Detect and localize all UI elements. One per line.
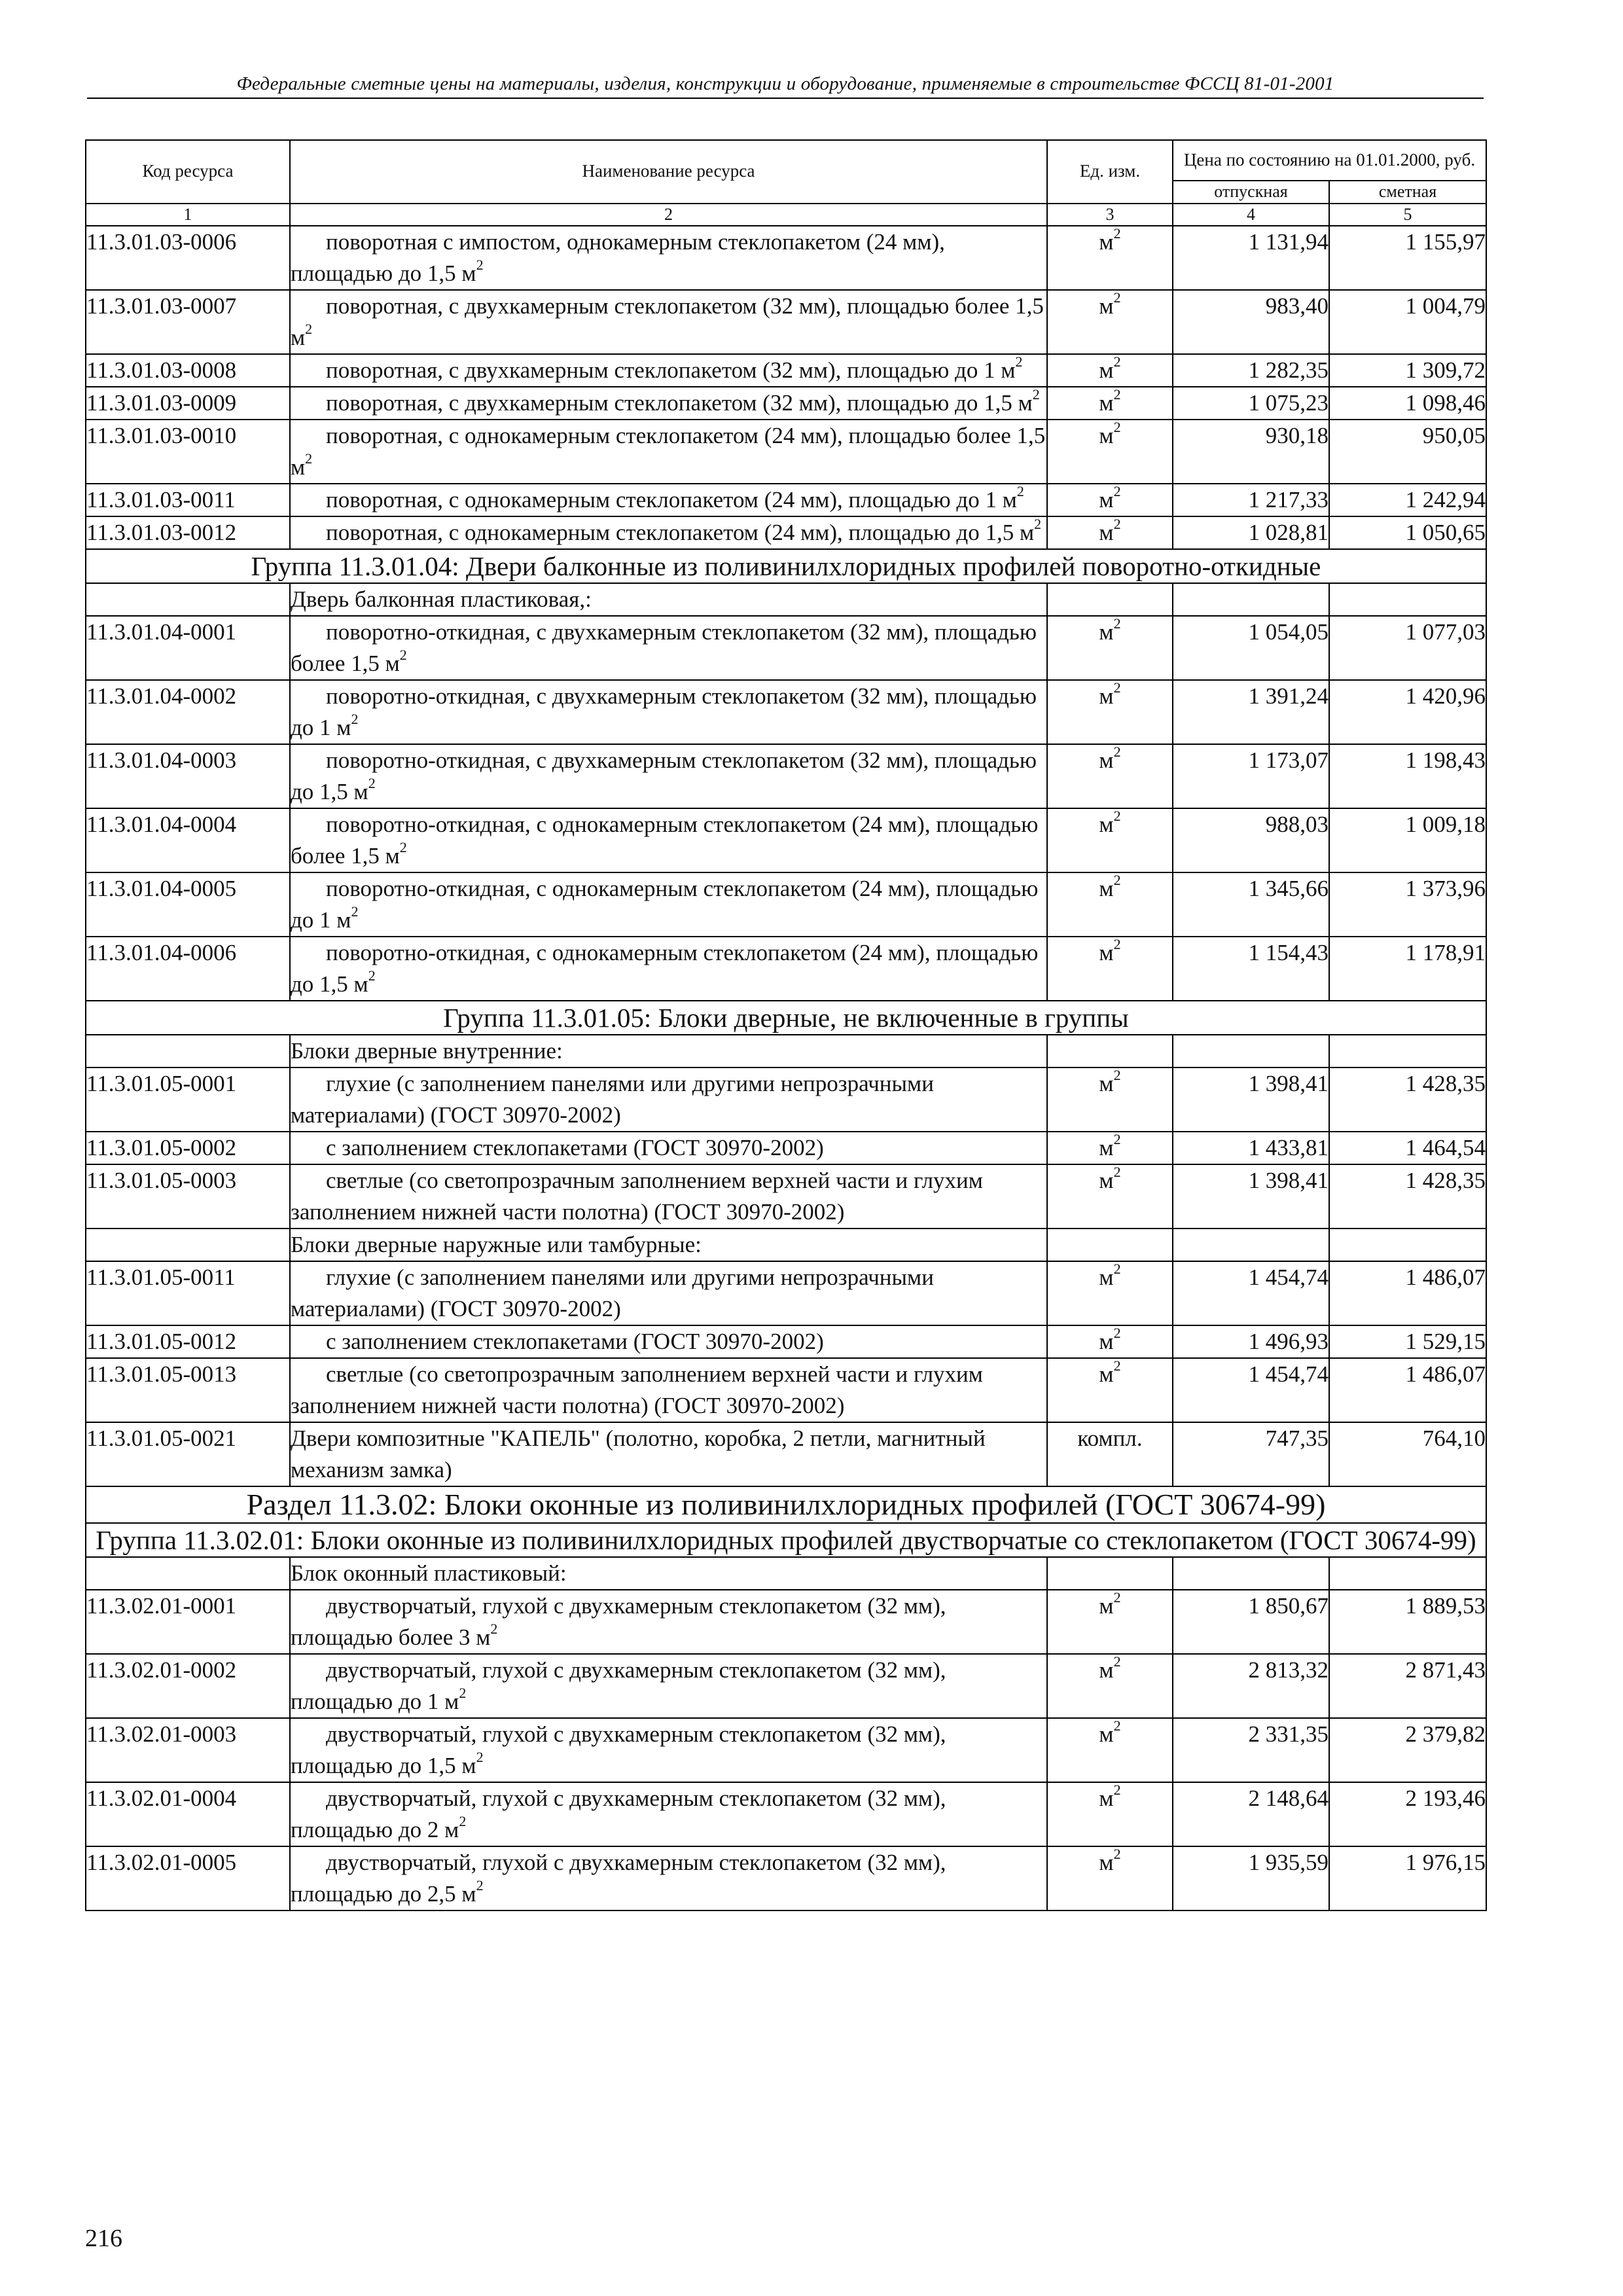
unit-cell [1047,1422,1173,1486]
release-price: 1 131,94 [1173,226,1329,290]
resource-name-text: поворотно-откидная, с двухкамерным стеклопакетом (32 мм), площадью до 1,5 м [291,747,1037,804]
table-row [86,516,1486,549]
resource-code: 11.3.02.01-0001 [86,1590,290,1654]
unit-text: м [1099,423,1114,448]
group-heading-row [86,1523,1486,1557]
resource-code: 11.3.01.04-0004 [86,808,290,872]
release-price: 1 028,81 [1173,516,1329,549]
resource-name [290,516,1047,549]
resource-name [290,937,1047,1001]
col-header-code: Код ресурса [86,140,290,204]
release-price: 747,35 [1173,1422,1329,1486]
table-row [86,1782,1486,1846]
subheading-code-cell [86,1557,290,1590]
table-row [86,484,1486,516]
col-number-4: 4 [1173,204,1329,226]
resource-code: 11.3.01.03-0008 [86,354,290,387]
group-heading: Группа 11.3.01.04: Двери балконные из поливинилхлоридных профилей поворотно-откидные [86,549,1486,583]
col-header-unit: Ед. изм. [1047,140,1173,204]
unit-superscript: 2 [1113,872,1121,889]
table-row [86,354,1486,387]
unit-superscript: 2 [1113,808,1121,825]
superscript: 2 [305,321,313,338]
release-price: 1 935,59 [1173,1846,1329,1910]
table-row [86,744,1486,808]
unit-superscript: 2 [1113,289,1121,306]
unit-text: м [1099,1168,1114,1193]
unit-text: м [1099,390,1114,416]
release-price: 1 398,41 [1173,1067,1329,1132]
resource-code: 11.3.02.01-0002 [86,1654,290,1718]
resource-name-text: глухие (с заполнением панелями или другими непрозрачными материалами) (ГОСТ 30970-2002) [291,1071,934,1128]
unit-cell [1047,516,1173,549]
estimate-price: 2 871,43 [1329,1654,1486,1718]
estimate-price: 1 077,03 [1329,616,1486,680]
unit-text: м [1099,1657,1114,1683]
unit-text: м [1099,229,1114,255]
subheading-row [86,1229,1486,1261]
unit-superscript: 2 [1113,1653,1121,1670]
unit-superscript: 2 [1113,225,1121,242]
unit-superscript: 2 [1113,1782,1121,1799]
group-heading-row [86,1001,1486,1035]
unit-superscript: 2 [1113,615,1121,632]
unit-superscript: 2 [1113,744,1121,761]
table-row [86,387,1486,420]
table-row [86,1422,1486,1486]
release-price: 1 173,07 [1173,744,1329,808]
resource-name-text: поворотно-откидная, с двухкамерным стеклопакетом (32 мм), площадью до 1 м [291,683,1037,740]
col-number-5: 5 [1329,204,1486,226]
unit-text: м [1099,487,1114,512]
resource-code: 11.3.01.05-0013 [86,1358,290,1422]
resource-code: 11.3.01.05-0002 [86,1132,290,1164]
subheading-release-cell [1173,1035,1329,1067]
resource-name [290,1422,1047,1486]
release-price: 1 282,35 [1173,354,1329,387]
superscript: 2 [368,775,376,792]
unit-text: м [1099,1850,1114,1875]
unit-text: м [1099,1721,1114,1747]
table-row [86,616,1486,680]
resource-code: 11.3.01.03-0009 [86,387,290,420]
unit-cell [1047,872,1173,937]
table-row [86,1164,1486,1229]
estimate-price: 1 976,15 [1329,1846,1486,1910]
resource-code: 11.3.01.05-0021 [86,1422,290,1486]
release-price: 1 433,81 [1173,1132,1329,1164]
resource-name [290,420,1047,484]
estimate-price: 1 242,94 [1329,484,1486,516]
resource-name-text: Двери композитные "КАПЕЛЬ" (полотно, коробка, 2 петли, магнитный механизм замка) [291,1426,986,1482]
estimate-price: 1 889,53 [1329,1590,1486,1654]
resource-code: 11.3.01.04-0006 [86,937,290,1001]
unit-text: м [1099,619,1114,645]
table-row [86,680,1486,744]
superscript: 2 [459,1813,467,1830]
release-price: 1 398,41 [1173,1164,1329,1229]
unit-text: м [1099,876,1114,901]
resource-name [290,744,1047,808]
price-table [85,139,1487,1911]
subheading-text: Дверь балконная пластиковая,: [290,583,1047,616]
resource-name-text: двустворчатый, глухой с двухкамерным стеклопакетом (32 мм), площадью до 2,5 м [291,1850,946,1907]
resource-name [290,1261,1047,1325]
estimate-price: 1 309,72 [1329,354,1486,387]
table-row [86,1590,1486,1654]
resource-name [290,1846,1047,1910]
release-price: 1 454,74 [1173,1358,1329,1422]
subheading-estimate-cell [1329,583,1486,616]
resource-code: 11.3.01.03-0007 [86,290,290,354]
estimate-price: 1 098,46 [1329,387,1486,420]
resource-code: 11.3.02.01-0005 [86,1846,290,1910]
subheading-unit-cell [1047,1557,1173,1590]
unit-cell [1047,290,1173,354]
unit-superscript: 2 [1113,1357,1121,1374]
estimate-price: 1 050,65 [1329,516,1486,549]
estimate-price: 1 529,15 [1329,1325,1486,1358]
resource-code: 11.3.01.04-0002 [86,680,290,744]
subheading-release-cell [1173,583,1329,616]
estimate-price: 1 004,79 [1329,290,1486,354]
estimate-price: 1 009,18 [1329,808,1486,872]
unit-superscript: 2 [1113,1325,1121,1342]
resource-code: 11.3.01.05-0011 [86,1261,290,1325]
col-number-2: 2 [290,204,1047,226]
resource-name-text: поворотная, с однокамерным стеклопакетом (24 мм), площадью более 1,5 м [291,423,1046,480]
resource-code: 11.3.01.03-0006 [86,226,290,290]
resource-name-text: глухие (с заполнением панелями или другими непрозрачными материалами) (ГОСТ 30970-2002) [291,1265,934,1321]
unit-superscript: 2 [1113,386,1121,403]
unit-text: м [1099,357,1114,383]
resource-code: 11.3.01.03-0012 [86,516,290,549]
resource-name [290,1067,1047,1132]
unit-cell [1047,1654,1173,1718]
estimate-price: 764,10 [1329,1422,1486,1486]
unit-cell [1047,1782,1173,1846]
resource-name-text: светлые (со светопрозрачным заполнением верхней части и глухим заполнением нижней части полотна) (ГОСТ 30970-2002) [291,1168,983,1225]
running-header: Федеральные сметные цены на материалы, изделия, конструкции и оборудование, применяемые в строительстве ФССЦ 81-01-2001 [87,73,1484,99]
unit-text: м [1099,747,1114,773]
subheading-unit-cell [1047,583,1173,616]
resource-name-text: поворотно-откидная, с однокамерным стеклопакетом (24 мм), площадью до 1 м [291,876,1039,933]
subheading-row [86,1557,1486,1590]
subheading-estimate-cell [1329,1229,1486,1261]
unit-superscript: 2 [1113,1067,1121,1084]
unit-superscript: 2 [1113,1131,1121,1148]
unit-cell [1047,1261,1173,1325]
estimate-price: 1 486,07 [1329,1261,1486,1325]
table-row [86,872,1486,937]
subheading-text: Блоки дверные наружные или тамбурные: [290,1229,1047,1261]
unit-text: м [1099,520,1114,545]
release-price: 1 345,66 [1173,872,1329,937]
unit-superscript: 2 [1113,516,1121,533]
subheading-row [86,1035,1486,1067]
superscript: 2 [1015,353,1023,370]
table-row [86,808,1486,872]
resource-name-text: поворотная, с однокамерным стеклопакетом (24 мм), площадью до 1,5 м [326,520,1035,545]
estimate-price: 1 373,96 [1329,872,1486,937]
resource-name-text: двустворчатый, глухой с двухкамерным стеклопакетом (32 мм), площадью до 2 м [291,1785,946,1842]
superscript: 2 [1034,516,1042,533]
resource-name-text: поворотная, с двухкамерным стеклопакетом (32 мм), площадью более 1,5 м [291,293,1044,350]
section-heading: Раздел 11.3.02: Блоки оконные из поливинилхлоридных профилей (ГОСТ 30674-99) [86,1486,1486,1523]
resource-name-text: поворотно-откидная, с однокамерным стеклопакетом (24 мм), площадью до 1,5 м [291,940,1039,997]
unit-text: м [1099,1135,1114,1160]
table-row [86,1132,1486,1164]
resource-code: 11.3.01.03-0011 [86,484,290,516]
table-row [86,1358,1486,1422]
release-price: 2 331,35 [1173,1718,1329,1782]
release-price: 988,03 [1173,808,1329,872]
page-number: 216 [85,2225,122,2252]
resource-name [290,616,1047,680]
unit-cell [1047,354,1173,387]
group-heading: Группа 11.3.01.05: Блоки дверные, не включенные в группы [86,1001,1486,1035]
resource-name [290,1590,1047,1654]
unit-text: м [1099,940,1114,965]
resource-code: 11.3.01.04-0003 [86,744,290,808]
estimate-price: 950,05 [1329,420,1486,484]
resource-name [290,354,1047,387]
unit-cell [1047,937,1173,1001]
resource-name-text: двустворчатый, глухой с двухкамерным стеклопакетом (32 мм), площадью до 1 м [291,1657,946,1714]
superscript: 2 [351,903,359,920]
unit-superscript: 2 [1113,1589,1121,1606]
release-price: 983,40 [1173,290,1329,354]
unit-text: м [1099,812,1114,837]
resource-name [290,1358,1047,1422]
unit-cell [1047,1846,1173,1910]
release-price: 1 054,05 [1173,616,1329,680]
unit-superscript: 2 [1113,679,1121,696]
superscript: 2 [490,1621,498,1638]
release-price: 1 496,93 [1173,1325,1329,1358]
unit-superscript: 2 [1113,483,1121,500]
unit-cell [1047,1590,1173,1654]
resource-name-text: светлые (со светопрозрачным заполнением верхней части и глухим заполнением нижней части полотна) (ГОСТ 30970-2002) [291,1361,983,1418]
subheading-code-cell [86,583,290,616]
unit-text: м [1099,1329,1114,1354]
col-header-release: отпускная [1173,181,1329,204]
unit-superscript: 2 [1113,419,1121,436]
unit-cell [1047,1325,1173,1358]
table-body [86,226,1486,1910]
superscript: 2 [1032,386,1040,403]
unit-text: м [1099,1265,1114,1290]
resource-name-text: поворотная, с двухкамерным стеклопакетом (32 мм), площадью до 1 м [326,357,1016,383]
superscript: 2 [351,711,359,728]
superscript: 2 [305,450,313,467]
group-heading: Группа 11.3.02.01: Блоки оконные из поливинилхлоридных профилей двустворчатые со стеклопакетом (ГОСТ 30674-99) [86,1523,1486,1557]
unit-text: компл. [1077,1426,1143,1451]
resource-name-text: двустворчатый, глухой с двухкамерным стеклопакетом (32 мм), площадью более 3 м [291,1593,946,1650]
table-row [86,1718,1486,1782]
unit-superscript: 2 [1113,1261,1121,1278]
unit-superscript: 2 [1113,1164,1121,1181]
table-row [86,1654,1486,1718]
subheading-text: Блоки дверные внутренние: [290,1035,1047,1067]
resource-code: 11.3.01.05-0001 [86,1067,290,1132]
subheading-row [86,583,1486,616]
unit-cell [1047,616,1173,680]
subheading-release-cell [1173,1557,1329,1590]
estimate-price: 1 198,43 [1329,744,1486,808]
estimate-price: 2 193,46 [1329,1782,1486,1846]
resource-code: 11.3.01.05-0003 [86,1164,290,1229]
subheading-unit-cell [1047,1035,1173,1067]
resource-name-text: поворотная, с однокамерным стеклопакетом (24 мм), площадью до 1 м [326,487,1017,512]
table-row [86,1067,1486,1132]
unit-cell [1047,744,1173,808]
resource-name [290,226,1047,290]
unit-cell [1047,387,1173,420]
estimate-price: 2 379,82 [1329,1718,1486,1782]
resource-name-text: с заполнением стеклопакетами (ГОСТ 30970-2002) [326,1135,824,1160]
unit-cell [1047,1164,1173,1229]
release-price: 1 391,24 [1173,680,1329,744]
release-price: 1 217,33 [1173,484,1329,516]
unit-cell [1047,226,1173,290]
table-row [86,290,1486,354]
superscript: 2 [368,967,376,984]
unit-cell [1047,420,1173,484]
estimate-price: 1 178,91 [1329,937,1486,1001]
subheading-text: Блок оконный пластиковый: [290,1557,1047,1590]
section-heading-row [86,1486,1486,1523]
unit-superscript: 2 [1113,353,1121,370]
subheading-unit-cell [1047,1229,1173,1261]
subheading-code-cell [86,1035,290,1067]
unit-text: м [1099,1361,1114,1387]
superscript: 2 [399,839,407,856]
table-row [86,420,1486,484]
estimate-price: 1 428,35 [1329,1067,1486,1132]
subheading-release-cell [1173,1229,1329,1261]
resource-name-text: поворотная с импостом, однокамерным стеклопакетом (24 мм), площадью до 1,5 м [291,229,945,286]
resource-name-text: двустворчатый, глухой с двухкамерным стеклопакетом (32 мм), площадью до 1,5 м [291,1721,946,1778]
resource-name [290,1325,1047,1358]
col-header-estimate: сметная [1329,181,1486,204]
col-number-3: 3 [1047,204,1173,226]
resource-name [290,484,1047,516]
resource-code: 11.3.01.03-0010 [86,420,290,484]
unit-superscript: 2 [1113,1717,1121,1734]
estimate-price: 1 428,35 [1329,1164,1486,1229]
resource-name [290,387,1047,420]
unit-cell [1047,1067,1173,1132]
unit-text: м [1099,1785,1114,1811]
resource-name [290,680,1047,744]
unit-text: м [1099,293,1114,319]
table-row [86,1261,1486,1325]
unit-cell [1047,808,1173,872]
subheading-estimate-cell [1329,1557,1486,1590]
col-header-price: Цена по состоянию на 01.01.2000, руб. [1173,140,1486,181]
resource-name-text: поворотно-откидная, с двухкамерным стеклопакетом (32 мм), площадью более 1,5 м [291,619,1037,676]
resource-code: 11.3.01.04-0001 [86,616,290,680]
table-header [86,140,1486,226]
resource-name [290,1782,1047,1846]
table-row [86,1325,1486,1358]
unit-superscript: 2 [1113,1846,1121,1863]
resource-name [290,290,1047,354]
table-row [86,1846,1486,1910]
release-price: 1 454,74 [1173,1261,1329,1325]
superscript: 2 [459,1685,467,1702]
unit-cell [1047,680,1173,744]
col-header-name: Наименование ресурса [290,140,1047,204]
subheading-estimate-cell [1329,1035,1486,1067]
resource-name [290,1718,1047,1782]
table-row [86,226,1486,290]
unit-cell [1047,1358,1173,1422]
resource-code: 11.3.02.01-0004 [86,1782,290,1846]
unit-superscript: 2 [1113,936,1121,953]
unit-cell [1047,1718,1173,1782]
resource-name [290,1654,1047,1718]
release-price: 930,18 [1173,420,1329,484]
unit-cell [1047,484,1173,516]
release-price: 1 075,23 [1173,387,1329,420]
resource-name [290,872,1047,937]
superscript: 2 [399,647,407,664]
superscript: 2 [476,1749,484,1766]
unit-text: м [1099,1071,1114,1096]
col-number-1: 1 [86,204,290,226]
resource-name-text: с заполнением стеклопакетами (ГОСТ 30970-2002) [326,1329,824,1354]
unit-text: м [1099,683,1114,709]
release-price: 2 813,32 [1173,1654,1329,1718]
release-price: 2 148,64 [1173,1782,1329,1846]
unit-text: м [1099,1593,1114,1619]
release-price: 1 850,67 [1173,1590,1329,1654]
resource-name [290,1132,1047,1164]
estimate-price: 1 420,96 [1329,680,1486,744]
resource-name-text: поворотная, с двухкамерным стеклопакетом (32 мм), площадью до 1,5 м [326,390,1033,416]
superscript: 2 [476,257,484,274]
resource-code: 11.3.01.05-0012 [86,1325,290,1358]
estimate-price: 1 464,54 [1329,1132,1486,1164]
estimate-price: 1 155,97 [1329,226,1486,290]
resource-code: 11.3.01.04-0005 [86,872,290,937]
table-row [86,937,1486,1001]
release-price: 1 154,43 [1173,937,1329,1001]
estimate-price: 1 486,07 [1329,1358,1486,1422]
subheading-code-cell [86,1229,290,1261]
resource-name [290,1164,1047,1229]
resource-name [290,808,1047,872]
superscript: 2 [476,1877,484,1894]
unit-cell [1047,1132,1173,1164]
resource-code: 11.3.02.01-0003 [86,1718,290,1782]
superscript: 2 [1016,483,1024,500]
group-heading-row [86,549,1486,583]
resource-name-text: поворотно-откидная, с однокамерным стеклопакетом (24 мм), площадью более 1,5 м [291,812,1039,869]
